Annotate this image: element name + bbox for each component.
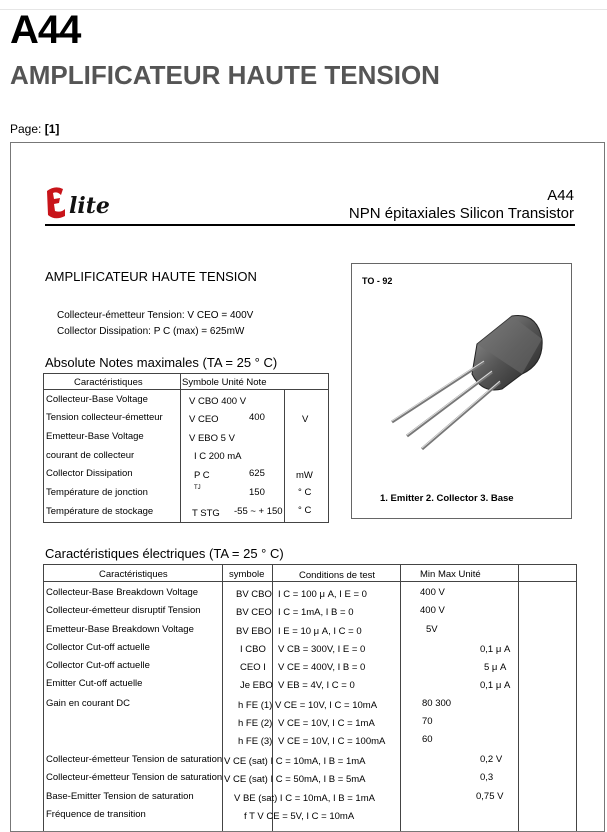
elec-row-label: Fréquence de transition [46, 809, 146, 820]
datasheet-frame [10, 142, 605, 832]
elec-header-conditions: Conditions de test [299, 570, 376, 581]
elec-row-label: Collector Cut-off actuelle [46, 660, 150, 671]
elec-row-symbol: h FE (1) V CE = 10V, I C = 10mA [238, 700, 378, 711]
elec-row-label: Gain en courant DC [46, 698, 130, 709]
elec-row-min: 5V [426, 624, 438, 635]
elec-row-symbol: BV CBO [236, 589, 272, 600]
elec-row-label: Collecteur-émetteur disruptif Tension [46, 605, 201, 616]
header-rule [45, 224, 575, 226]
abs-row-symbol: V CEO [189, 414, 219, 425]
elec-row-symbol: f T V CE = 5V, I C = 10mA [244, 811, 355, 822]
abs-row-unit: ° C [298, 487, 312, 498]
elec-header-min-max-unit: Min Max Unité [420, 569, 481, 580]
elec-row-symbol: CEO I [240, 662, 266, 673]
abs-row-symbol: V CBO 400 V [189, 396, 247, 407]
elec-row-min: 70 [422, 716, 433, 727]
elec-row-label: Collecteur-émetteur Tension de saturation [46, 772, 223, 783]
spec-line-2: Collector Dissipation: P C (max) = 625mW [57, 326, 245, 337]
elec-header-symbol: symbole [229, 569, 265, 580]
abs-header-symbol-unit-note: Symbole Unité Note [182, 377, 267, 388]
page-link[interactable]: [1] [44, 122, 60, 136]
elec-row-max: 0,1 μ A [480, 644, 511, 655]
abs-row-symbol: I C 200 mA [194, 451, 242, 462]
abs-row-symbol: T STG [192, 508, 220, 519]
abs-row-symbol: V EBO 5 V [189, 433, 235, 444]
package-name: TO - 92 [362, 276, 393, 286]
elec-row-conditions: I C = 1mA, I B = 0 [278, 607, 354, 618]
page-label: Page: [10, 122, 42, 136]
elec-title: Caractéristiques électriques (TA = 25 ° C) [45, 546, 284, 561]
abs-row-symbol: TJ [194, 485, 201, 491]
elec-row-conditions: V CE = 400V, I B = 0 [278, 662, 366, 673]
elec-row-label: Base-Emitter Tension de saturation [46, 791, 194, 802]
elec-row-max: 0,1 μ A [480, 680, 511, 691]
abs-row-symbol: P C [194, 470, 210, 481]
elec-row-min: 60 [422, 734, 433, 745]
elec-row-conditions: V CE = 10V, I C = 1mA [278, 718, 375, 729]
abs-row-label: courant de collecteur [46, 450, 135, 461]
svg-text:lite: lite [69, 193, 110, 219]
elec-row-min: 400 V [420, 587, 445, 598]
elec-table [43, 564, 577, 832]
elec-row-conditions: I C = 100 μ A, I E = 0 [278, 589, 367, 600]
abs-row-label: Température de jonction [46, 487, 148, 498]
part-description: NPN épitaxiales Silicon Transistor [348, 205, 574, 222]
elec-row-symbol: V BE (sat) I C = 10mA, I B = 1mA [234, 793, 375, 804]
spec-line-1: Collecteur-émetteur Tension: V CEO = 400V [57, 310, 254, 321]
abs-row-value: 150 [249, 487, 265, 498]
elec-row-symbol: BV CEO [236, 607, 272, 618]
elec-row-max: 0,2 V [480, 754, 503, 765]
abs-row-label: Température de stockage [46, 506, 154, 517]
abs-row-unit: mW [296, 470, 313, 481]
page-subtitle: AMPLIFICATEUR HAUTE TENSION [10, 60, 440, 90]
abs-row-label: Collecteur-Base Voltage [46, 394, 148, 405]
elec-row-label: Collector Cut-off actuelle [46, 642, 150, 653]
to92-transistor-icon [372, 304, 562, 454]
elec-row-symbol: V CE (sat) I C = 50mA, I B = 5mA [224, 774, 366, 785]
abs-max-table [43, 373, 329, 523]
elec-row-max: 0,3 [480, 772, 494, 783]
elec-row-symbol: h FE (2) [238, 718, 273, 729]
elec-row-symbol: I CBO [240, 644, 266, 655]
abs-row-label: Tension collecteur-émetteur [46, 412, 163, 423]
elec-row-symbol: BV EBO [236, 626, 272, 637]
abs-row-value: -55 ~ + 150 [234, 506, 283, 517]
elec-row-conditions: I E = 10 μ A, I C = 0 [278, 626, 362, 637]
abs-row-unit: ° C [298, 505, 312, 516]
elec-row-conditions: V CE = 10V, I C = 100mA [278, 736, 386, 747]
elec-row-max: 0,75 V [476, 791, 504, 802]
elec-row-max: 5 μ A [484, 662, 507, 673]
pagination [10, 122, 59, 136]
elec-row-symbol: h FE (3) [238, 736, 273, 747]
abs-max-title: Absolute Notes maximales (TA = 25 ° C) [45, 355, 278, 370]
elec-row-label: Collecteur-émetteur Tension de saturation [46, 754, 223, 765]
elec-row-label: Emitter Cut-off actuelle [46, 678, 143, 689]
elec-row-min: 80 300 [422, 698, 452, 709]
elec-row-symbol: V CE (sat) I C = 10mA, I B = 1mA [224, 756, 366, 767]
abs-row-value: 625 [249, 468, 265, 479]
elec-header-characteristics: Caractéristiques [99, 569, 168, 580]
elec-row-label: Collecteur-Base Breakdown Voltage [46, 587, 199, 598]
elec-row-symbol: Je EBO [240, 680, 273, 691]
abs-header-characteristics: Caractéristiques [74, 377, 143, 388]
elec-row-label: Emetteur-Base Breakdown Voltage [46, 624, 194, 635]
page-title: A44 [10, 8, 81, 52]
part-number: A44 [547, 187, 574, 204]
elite-logo [45, 185, 135, 221]
elec-row-conditions: V CB = 300V, I E = 0 [278, 644, 366, 655]
top-divider [0, 9, 607, 10]
abs-row-label: Collector Dissipation [46, 468, 133, 479]
pin-legend: 1. Emitter 2. Collector 3. Base [380, 493, 514, 504]
elec-row-min: 400 V [420, 605, 445, 616]
package-diagram [351, 263, 572, 519]
sheet-heading: AMPLIFICATEUR HAUTE TENSION [45, 269, 257, 284]
datasheet-header [349, 187, 574, 223]
abs-row-value: 400 [249, 412, 265, 423]
abs-row-unit: V [302, 414, 309, 425]
abs-row-label: Emetteur-Base Voltage [46, 431, 144, 442]
elec-row-conditions: V EB = 4V, I C = 0 [278, 680, 355, 691]
